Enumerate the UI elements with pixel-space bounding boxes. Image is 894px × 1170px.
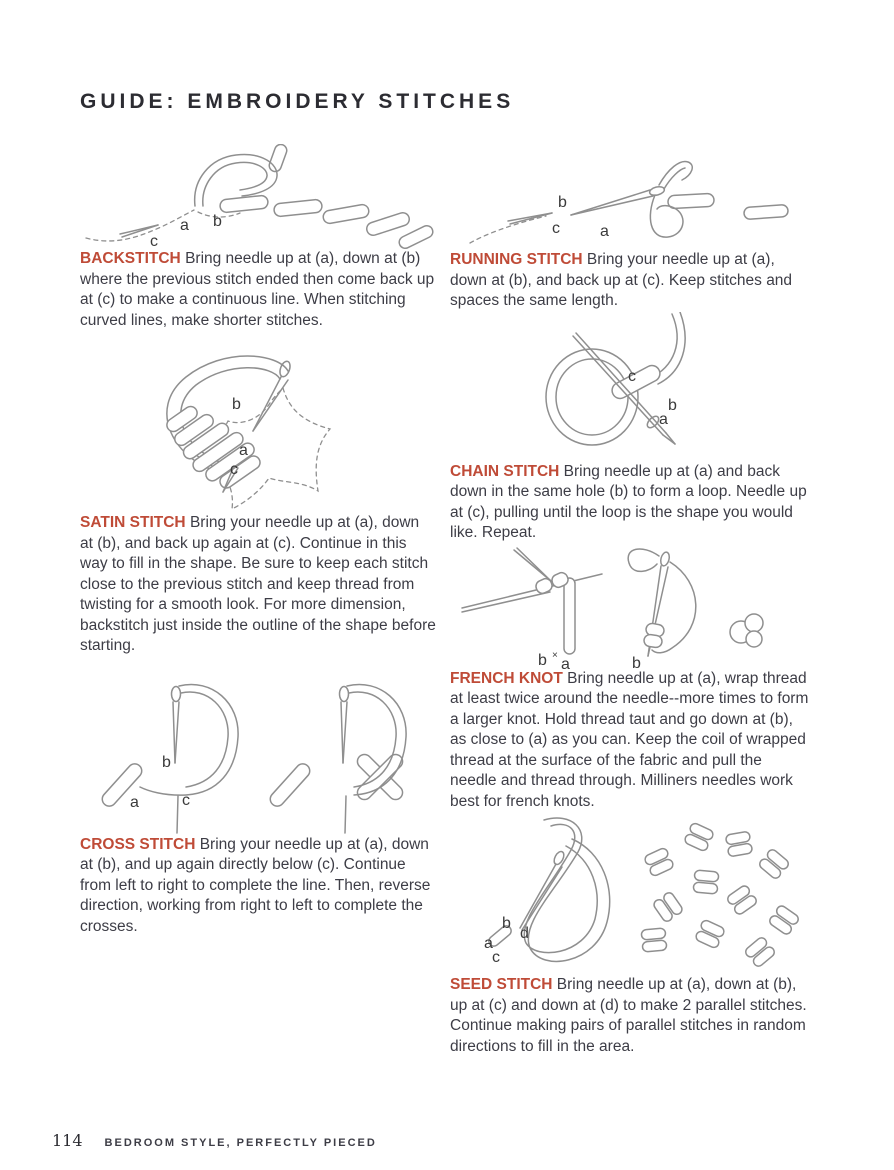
right-column bbox=[450, 144, 810, 1057]
section-running-stitch bbox=[450, 144, 810, 312]
satin-stitch-drawing bbox=[80, 331, 436, 513]
right-step bbox=[267, 684, 406, 833]
point-label-c: c bbox=[628, 367, 636, 385]
chain-stitch-illustration bbox=[450, 312, 810, 462]
point-mark-x: × bbox=[552, 649, 558, 661]
point-label-a: a bbox=[180, 217, 189, 234]
point-label-b: b bbox=[162, 753, 171, 771]
point-label-a: a bbox=[484, 935, 493, 952]
finished-knot bbox=[730, 614, 763, 647]
seed-stitch-text bbox=[450, 975, 810, 1057]
point-label-a: a bbox=[561, 655, 570, 669]
point-labels bbox=[150, 213, 222, 249]
scattered-stitch-pairs bbox=[641, 822, 800, 968]
stitch-description: Bring needle up at (a) and back down in the same hole (b) to form a loop. Needle up at (c), pulling until the loop is the shape you would like. Repeat. bbox=[450, 462, 807, 541]
point-label-a: a bbox=[659, 410, 668, 428]
running-stitch-illustration bbox=[450, 155, 810, 250]
chain-link-stitch bbox=[609, 362, 662, 401]
stitch-description: Bring needle up at (a), down at (b) where the previous stitch ended then come back up at (c) to make a continuous line. When stitching curved lines, make shorter stitches. bbox=[80, 250, 435, 329]
stitch-description: Bring your needle up at (a), down at (b), and back up again at (c). Continue in this way to fill in the shape. Be sure to keep each stitch close to the previous stitch and keep thread from twisting for a smooth look. For more dimension, backstitch just inside the outline of the shape before starting. bbox=[80, 514, 436, 654]
stitches bbox=[668, 193, 789, 219]
stitch-description: Bring needle up at (a), wrap thread at least twice around the needle--more times to form a larger knot. Hold thread taut and go down at (b), as close to (a) as you can. Keep the coil of wrapped thread at the surface of the fabric and pull the needle and thread through. Milliners needles work best for french knots. bbox=[450, 669, 809, 810]
point-label-b: b bbox=[632, 654, 641, 669]
point-label-b: b bbox=[668, 396, 677, 414]
stitch-name: CHAIN STITCH bbox=[450, 462, 560, 480]
left-column bbox=[80, 144, 436, 1057]
point-label-c: c bbox=[150, 233, 158, 249]
needle bbox=[520, 850, 566, 930]
pull-step bbox=[628, 548, 696, 668]
stitch-name: SEED STITCH bbox=[450, 976, 553, 993]
stitch-name: SATIN STITCH bbox=[80, 514, 186, 531]
cross-stitch-illustration bbox=[80, 675, 436, 835]
page-footer bbox=[52, 1131, 377, 1150]
cross-stitch-text bbox=[80, 835, 436, 938]
section-backstitch bbox=[80, 144, 436, 331]
stitch-name: BACKSTITCH bbox=[80, 250, 181, 267]
page-title: GUIDE: EMBROIDERY STITCHES bbox=[80, 90, 515, 113]
backstitch-text bbox=[80, 249, 436, 331]
stitch-description: Bring your needle up at (a), down at (b), and up again directly below (c). Continue from left to right to complete the line. Then, reverse direction, working from right to left to complete the crosses. bbox=[80, 835, 431, 935]
backstitch-drawing bbox=[80, 144, 436, 249]
point-label-b: b bbox=[213, 213, 222, 230]
section-satin-stitch bbox=[80, 331, 436, 657]
section-seed-stitch bbox=[450, 812, 810, 1057]
point-labels bbox=[552, 194, 609, 240]
running-stitch-text bbox=[450, 250, 810, 312]
stitch-description: Bring your needle up at (a), down at (b), and back up at (c). Keep stitches and spaces the same length. bbox=[450, 251, 793, 309]
seed-stitch-drawing bbox=[450, 812, 810, 975]
point-label-c: c bbox=[182, 791, 190, 809]
left-step bbox=[99, 684, 238, 833]
point-label-c: c bbox=[230, 461, 238, 478]
satin-stitch-illustration bbox=[80, 331, 436, 513]
point-label-a: a bbox=[239, 442, 248, 459]
point-label-c: c bbox=[552, 220, 560, 237]
stitch-line bbox=[470, 216, 546, 243]
point-label-c: c bbox=[492, 949, 500, 966]
book-title: BEDROOM STYLE, PERFECTLY PIECED bbox=[104, 1137, 377, 1149]
french-knot-drawing bbox=[450, 544, 810, 669]
point-label-b: b bbox=[502, 915, 511, 932]
book-page bbox=[0, 90, 894, 1170]
needle-tip bbox=[508, 213, 552, 224]
point-label-b: b bbox=[232, 396, 241, 413]
cross-stitch-drawing bbox=[80, 675, 436, 835]
point-label-a: a bbox=[600, 223, 609, 240]
point-label-b: b bbox=[538, 651, 547, 669]
chain-stitch-text bbox=[450, 462, 810, 544]
wrap-step bbox=[462, 548, 602, 669]
thread-loop bbox=[524, 818, 609, 961]
stitches bbox=[219, 144, 434, 249]
stitch-name: FRENCH KNOT bbox=[450, 669, 563, 687]
stitch-name: CROSS STITCH bbox=[80, 835, 196, 853]
chain-stitch-drawing bbox=[450, 312, 810, 462]
stitch-name: RUNNING STITCH bbox=[450, 251, 583, 268]
backstitch-illustration bbox=[80, 144, 436, 249]
point-label-d: d bbox=[520, 925, 529, 942]
two-column-layout bbox=[80, 144, 894, 1057]
satin-stitch-text bbox=[80, 513, 436, 657]
french-knot-illustration bbox=[450, 544, 810, 669]
seed-stitch-illustration bbox=[450, 812, 810, 975]
point-label-b: b bbox=[558, 194, 567, 211]
running-stitch-drawing bbox=[450, 155, 810, 250]
french-knot-text bbox=[450, 669, 810, 813]
stitch-description: Bring needle up at (a), down at (b), up at (c) and down at (d) to make 2 parallel stitches. Continue making pairs of parallel stitches in random directions to fill in the area. bbox=[450, 976, 807, 1055]
section-cross-stitch bbox=[80, 657, 436, 938]
page-number: 114 bbox=[52, 1131, 83, 1150]
point-label-a: a bbox=[130, 793, 139, 811]
section-french-knot bbox=[450, 544, 810, 813]
section-chain-stitch bbox=[450, 312, 810, 544]
